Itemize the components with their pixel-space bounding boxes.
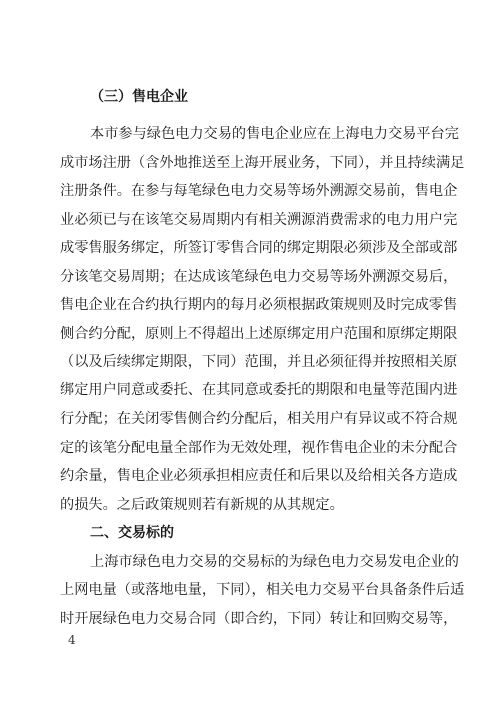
paragraph-line: 售电企业在合约执行期内的每月必须根据政策规则及时完成零售 bbox=[60, 297, 458, 313]
paragraph-line: （以及后续绑定期限，下同）范围，并且必须征得并按照相关原 bbox=[60, 354, 458, 370]
paragraph-line: 业必须已与在该笔交易周期内有相关溯源消费需求的电力用户完 bbox=[60, 212, 458, 228]
paragraph-line: 的损失。之后政策规则若有新规的从其规定。 bbox=[60, 497, 344, 513]
paragraph-line: 绑定用户同意或委托、在其同意或委托的期限和电量等范围内进 bbox=[60, 382, 458, 398]
paragraph-line: 注册条件。在参与每笔绿色电力交易等场外溯源交易前，售电企 bbox=[60, 183, 458, 199]
paragraph-line: 成市场注册（含外地推送至上海开展业务，下同），并且持续满足 bbox=[60, 155, 465, 171]
paragraph-line: 侧合约分配，原则上不得超出上述原绑定用户范围和原绑定期限 bbox=[60, 326, 458, 342]
paragraph-line: 定的该笔分配电量全部作为无效处理，视作售电企业的未分配合 bbox=[60, 440, 458, 456]
paragraph-line: 分该笔交易周期；在达成该笔绿色电力交易等场外溯源交易后， bbox=[60, 269, 458, 285]
paragraph-line: 上海市绿色电力交易的交易标的为绿色电力交易发电企业的 bbox=[90, 554, 459, 570]
section-heading-trading-object: 二、交易标的 bbox=[90, 525, 174, 541]
paragraph-line: 上网电量（或落地电量，下同），相关电力交易平台具备条件后适 bbox=[60, 582, 465, 598]
paragraph-line: 成零售服务绑定，所签订零售合同的绑定期限必须涉及全部或部 bbox=[60, 240, 458, 256]
paragraph-line: 约余量，售电企业必须承担相应责任和后果以及给相关各方造成 bbox=[60, 468, 458, 484]
paragraph-line: 行分配；在关闭零售侧合约分配后，相关用户有异议或不符合规 bbox=[60, 411, 458, 427]
page-number: 4 bbox=[68, 633, 76, 647]
paragraph-line: 时开展绿色电力交易合同（即合约，下同）转让和回购交易等， bbox=[60, 611, 458, 627]
section-heading-retail: （三）售电企业 bbox=[90, 89, 188, 105]
paragraph-line: 本市参与绿色电力交易的售电企业应在上海电力交易平台完 bbox=[90, 126, 459, 142]
